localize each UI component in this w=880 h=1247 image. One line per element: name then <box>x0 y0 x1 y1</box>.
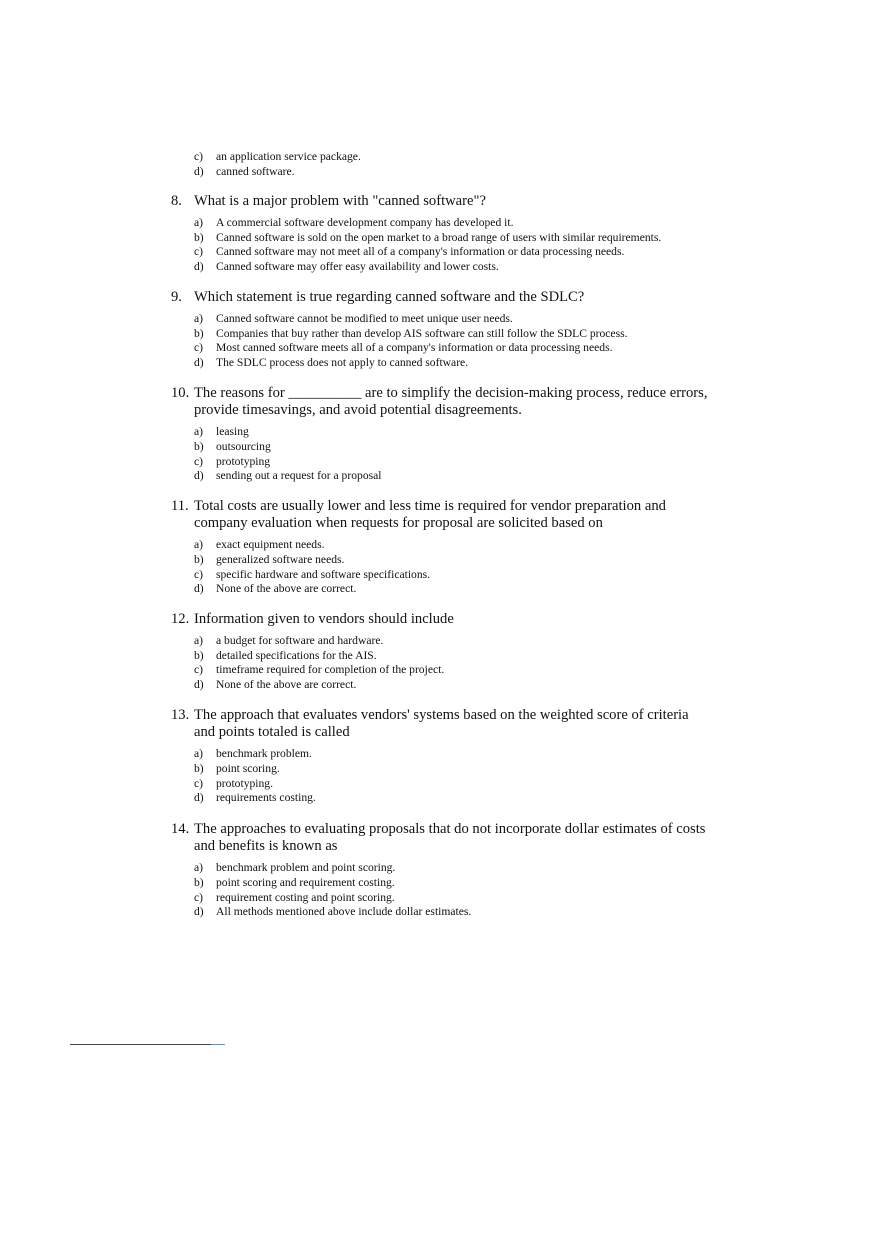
question-text: The approaches to evaluating proposals that do not incorporate dollar estimates of costs and benefits is known as <box>194 821 706 855</box>
option-label: c) <box>194 663 204 677</box>
question-number: 14. <box>171 821 190 837</box>
option-text: requirements costing. <box>216 791 316 805</box>
question-number: 11. <box>171 498 189 514</box>
option-a <box>194 216 711 231</box>
question-text: Total costs are usually lower and less time is required for vendor preparation and company evaluation when requests for proposal are solicited based on <box>194 498 666 532</box>
option-c <box>194 455 711 470</box>
option-label: d) <box>194 905 204 919</box>
option-label: a) <box>194 425 204 439</box>
option-label: a) <box>194 538 204 552</box>
option-label: b) <box>194 876 204 889</box>
option-text: exact equipment needs. <box>216 538 325 552</box>
option-list <box>194 747 711 805</box>
option-list <box>194 312 711 370</box>
option-text: an application service package. <box>216 150 361 163</box>
option-d <box>194 791 711 806</box>
option-label: d) <box>194 164 204 178</box>
option-label: c) <box>194 245 204 259</box>
question-11 <box>171 498 711 597</box>
option-a <box>194 425 711 440</box>
option-label: a) <box>194 634 204 648</box>
footnote-separator-tail <box>211 1044 225 1045</box>
option-label: b) <box>194 553 204 566</box>
option-label: a) <box>194 216 204 230</box>
option-label: b) <box>194 440 204 453</box>
question-number: 13. <box>171 707 190 723</box>
option-a <box>194 747 711 762</box>
option-c <box>194 777 711 792</box>
option-d <box>194 356 711 371</box>
option-label: d) <box>194 791 204 805</box>
option-a <box>194 861 711 876</box>
option-list <box>194 425 711 483</box>
footnote-separator <box>70 1044 225 1045</box>
option-label: d) <box>194 355 204 369</box>
option-label: b) <box>194 762 204 775</box>
question-8 <box>171 193 711 275</box>
option-a <box>194 312 711 327</box>
option-c <box>194 341 711 356</box>
option-label: b) <box>194 326 204 340</box>
question-14 <box>171 821 711 920</box>
option-text: prototyping. <box>216 776 274 790</box>
option-text: prototyping <box>216 454 271 468</box>
option-label: a) <box>194 861 204 875</box>
question-number: 9. <box>171 289 182 305</box>
option-text: leasing <box>216 425 249 439</box>
option-d <box>194 582 711 597</box>
option-text: sending out a request for a proposal <box>216 469 382 483</box>
option-text: Most canned software meets all of a company's information or data processing needs. <box>216 341 613 355</box>
option-a <box>194 538 711 553</box>
option-b <box>194 553 711 568</box>
option-d <box>194 165 361 180</box>
option-label: c) <box>194 341 204 355</box>
option-text: benchmark problem. <box>216 747 312 761</box>
option-text: Canned software may not meet all of a company's information or data processing needs. <box>216 245 625 259</box>
option-label: c) <box>194 776 204 790</box>
question-10 <box>171 385 711 484</box>
option-list <box>194 216 711 274</box>
option-text: benchmark problem and point scoring. <box>216 861 396 875</box>
option-text: generalized software needs. <box>216 553 345 566</box>
option-text: point scoring and requirement costing. <box>216 876 395 889</box>
question-text: Information given to vendors should include <box>194 611 454 627</box>
option-text: Canned software may offer easy availability and lower costs. <box>216 259 499 273</box>
question-13 <box>171 707 711 806</box>
question-9 <box>171 289 711 371</box>
option-c <box>194 568 711 583</box>
option-label: d) <box>194 582 204 596</box>
question-12 <box>171 611 711 693</box>
option-label: b) <box>194 648 204 662</box>
option-label: c) <box>194 567 204 581</box>
option-text: outsourcing <box>216 440 271 453</box>
option-b <box>194 231 711 246</box>
option-b <box>194 762 711 777</box>
option-b <box>194 649 711 664</box>
option-text: The SDLC process does not apply to canned software. <box>216 355 469 369</box>
option-label: b) <box>194 230 204 244</box>
option-c <box>194 245 711 260</box>
option-text: A commercial software development company has developed it. <box>216 216 514 230</box>
option-b <box>194 876 711 891</box>
option-b <box>194 327 711 342</box>
option-text: requirement costing and point scoring. <box>216 890 395 904</box>
question-text: What is a major problem with "canned software"? <box>194 193 486 209</box>
option-d <box>194 260 711 275</box>
option-a <box>194 634 711 649</box>
option-c <box>194 891 711 906</box>
option-label: d) <box>194 469 204 483</box>
option-text: canned software. <box>216 164 295 178</box>
question-text: The approach that evaluates vendors' systems based on the weighted score of criteria and points totaled is called <box>194 707 689 741</box>
question-number: 8. <box>171 193 182 209</box>
option-d <box>194 905 711 920</box>
option-label: c) <box>194 890 204 904</box>
option-text: timeframe required for completion of the project. <box>216 663 445 677</box>
continued-options <box>194 150 361 179</box>
option-text: point scoring. <box>216 762 280 775</box>
option-d <box>194 678 711 693</box>
option-text: None of the above are correct. <box>216 582 357 596</box>
option-label: a) <box>194 312 204 326</box>
option-label: c) <box>194 150 204 163</box>
option-label: d) <box>194 677 204 691</box>
option-list <box>194 861 711 919</box>
option-label: c) <box>194 454 204 468</box>
question-number: 12. <box>171 611 190 627</box>
option-text: None of the above are correct. <box>216 677 357 691</box>
option-b <box>194 440 711 455</box>
option-label: d) <box>194 259 204 273</box>
option-list <box>194 634 711 692</box>
option-text: detailed specifications for the AIS. <box>216 648 377 662</box>
question-number: 10. <box>171 385 190 401</box>
option-text: Companies that buy rather than develop AIS software can still follow the SDLC process. <box>216 326 628 340</box>
option-text: Canned software cannot be modified to meet unique user needs. <box>216 312 513 326</box>
question-text: Which statement is true regarding canned software and the SDLC? <box>194 289 585 305</box>
question-text: The reasons for __________ are to simplify the decision-making process, reduce errors, provide timesavings, and avoid potential disagreements. <box>194 385 708 419</box>
option-text: All methods mentioned above include dollar estimates. <box>216 905 472 919</box>
option-text: specific hardware and software specifications. <box>216 567 431 581</box>
option-d <box>194 469 711 484</box>
option-text: Canned software is sold on the open market to a broad range of users with similar requirements. <box>216 230 662 244</box>
option-c <box>194 663 711 678</box>
option-text: a budget for software and hardware. <box>216 634 384 648</box>
option-c <box>194 150 361 165</box>
option-list <box>194 538 711 596</box>
option-label: a) <box>194 747 204 761</box>
